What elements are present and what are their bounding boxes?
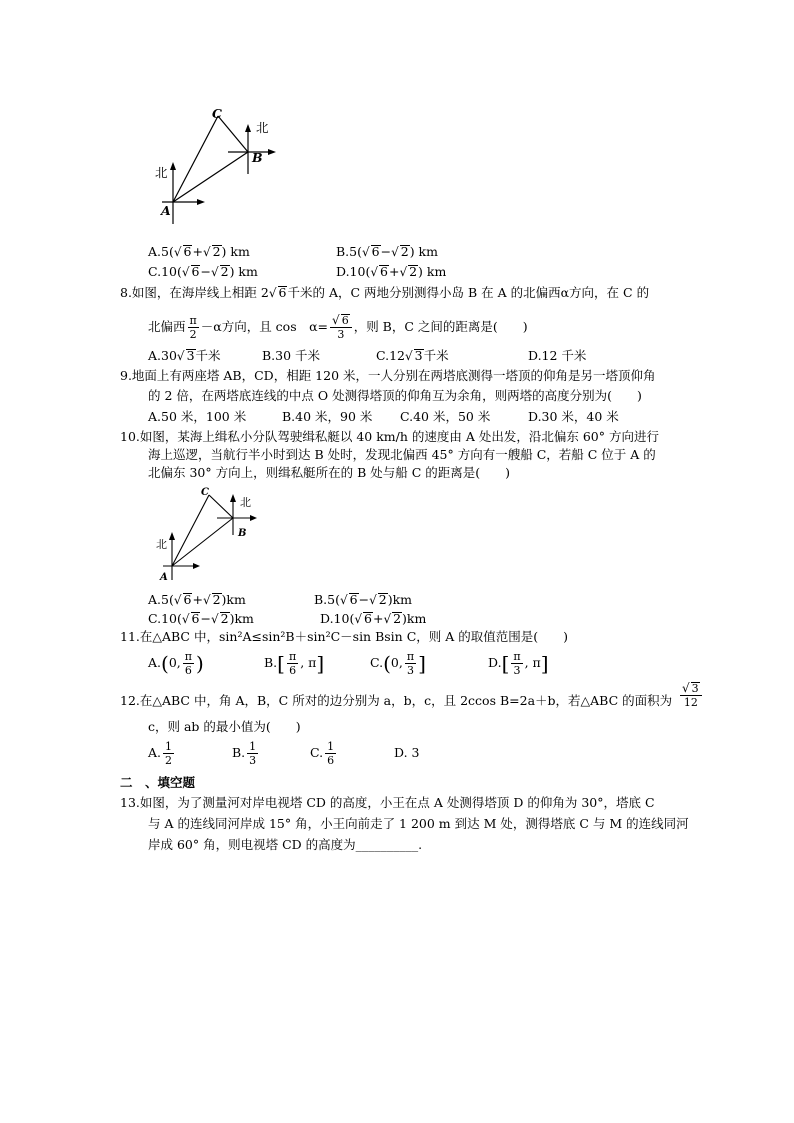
q8-option-b[interactable]: B.30 千米 (262, 348, 321, 363)
q13-stem-line1: 13.如图，为了测量河对岸电视塔 CD 的高度，小王在点 A 处测得塔顶 D 的仰角为 30°，塔底 C (120, 795, 655, 810)
q12-option-c[interactable]: C. $\frac{1}{6}$ (310, 740, 335, 767)
q10-option-c[interactable]: C.10(√ 6−√ 2)km (148, 611, 254, 626)
q13-stem-line2: 与 A 的连线同河岸成 15° 角，小王向前走了 1 200 m 到达 M 处，测得塔底 C 与 M 的连线同河 (148, 816, 689, 831)
q9-option-d[interactable]: D.30 米，40 米 (528, 409, 619, 424)
fig2-north-b: 北 (240, 496, 251, 509)
q12-area-fraction: $\frac{√ 3}{12}$ (678, 682, 704, 709)
q12-option-d[interactable]: D. 3 (394, 745, 420, 760)
fig1-label-a: A (161, 203, 171, 218)
q13-stem-line3: 岸成 60° 角，则电视塔 CD 的高度为__________. (148, 837, 423, 852)
q8-stem-line2: 北偏西 $\frac{\pi}{2}$ －α方向，且 cos α= $\frac{√ 6}{3}$ ，则 B，C 之间的距离是( ) (148, 313, 528, 341)
q7-option-a[interactable]: A.5(√ 6+√ 2) km (148, 244, 250, 259)
q12-stem-line2: c，则 ab 的最小值为( ) (148, 719, 301, 734)
fig2-label-a: A (160, 572, 168, 583)
q12-stem-line1: 12.在△ABC 中，角 A，B，C 所对的边分别为 a，b，c，且 2ccos B=2a＋b，若△ABC 的面积为 (120, 693, 673, 708)
q9-stem-line1: 9.地面上有两座塔 AB，CD，相距 120 米，一人分别在两塔底测得一塔顶的仰角是另一塔顶仰角 (120, 368, 656, 383)
fig2-label-b: B (238, 528, 247, 539)
q10-stem-line3: 北偏东 30° 方向上，则缉私艇所在的 B 处与船 C 的距离是( ) (148, 465, 511, 480)
q10-option-d[interactable]: D.10(√ 6+√ 2)km (320, 611, 427, 626)
section-heading-fill-in: 二 、填空题 (120, 775, 196, 790)
fig1-north-a: 北 (155, 165, 168, 180)
q7-option-d[interactable]: D.10(√ 6+√ 2) km (336, 264, 447, 279)
q9-stem-line2: 的 2 倍，在两塔底连线的中点 O 处测得塔顶的仰角互为余角，则两塔的高度分别为( ) (148, 388, 642, 403)
q9-option-a[interactable]: A.50 米，100 米 (148, 409, 247, 424)
fig1-north-b: 北 (256, 120, 269, 135)
fig1-label-b: B (252, 150, 263, 165)
q11-option-a[interactable]: A.(0, $\frac{\pi}{6}$ ) (148, 650, 204, 677)
fig1-label-c: C (212, 106, 222, 121)
q8-stem-line1: 8.如图，在海岸线上相距 2√ 6千米的 A，C 两地分别测得小岛 B 在 A 的北偏西α方向，在 C 的 (120, 285, 650, 300)
q11-stem: 11.在△ABC 中，sin²A≤sin²B＋sin²C－sin Bsin C，则 A 的取值范围是( ) (120, 629, 568, 644)
q10-option-b[interactable]: B.5(√ 6−√ 2)km (314, 592, 413, 607)
q11-option-c[interactable]: C.(0, $\frac{\pi}{3}$ ] (370, 650, 426, 677)
q11-option-d[interactable]: D.[ $\frac{\pi}{3}$ , π] (488, 650, 549, 677)
q10-stem-line1: 10.如图，某海上缉私小分队驾驶缉私艇以 40 km/h 的速度由 A 处出发，沿北偏东 60° 方向进行 (120, 429, 659, 444)
fig2-north-a: 北 (156, 538, 167, 551)
q10-option-a[interactable]: A.5(√ 6+√ 2)km (148, 592, 246, 607)
q8-option-a[interactable]: A.30√ 3千米 (148, 348, 221, 363)
q9-option-c[interactable]: C.40 米，50 米 (400, 409, 491, 424)
q10-stem-line2: 海上巡逻，当航行半小时到达 B 处时，发现北偏西 45° 方向有一艘船 C，若船 C 位于 A 的 (148, 447, 656, 462)
q8-option-d[interactable]: D.12 千米 (528, 348, 587, 363)
q9-option-b[interactable]: B.40 米，90 米 (282, 409, 373, 424)
q7-option-b[interactable]: B.5(√ 6−√ 2) km (336, 244, 438, 259)
q12-option-a[interactable]: A. $\frac{1}{2}$ (148, 740, 173, 767)
q11-option-b[interactable]: B.[ $\frac{\pi}{6}$ , π] (264, 650, 325, 677)
q13-answer-blank[interactable]: __________ (355, 837, 419, 852)
q7-option-c[interactable]: C.10(√ 6−√ 2) km (148, 264, 258, 279)
q8-option-c[interactable]: C.12√ 3千米 (376, 348, 449, 363)
fig2-label-c: C (201, 487, 209, 498)
q12-option-b[interactable]: B. $\frac{1}{3}$ (232, 740, 257, 767)
